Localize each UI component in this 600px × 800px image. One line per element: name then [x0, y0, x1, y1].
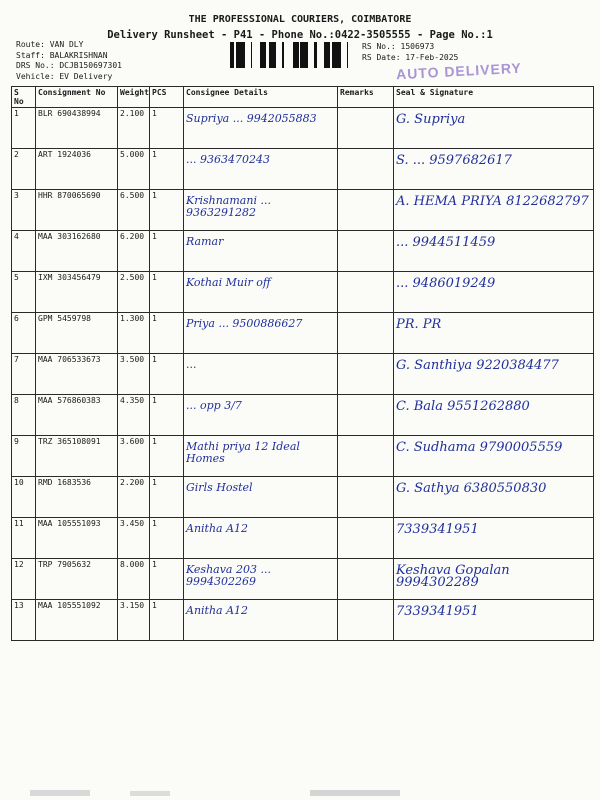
route-label: Route: VAN DLY: [16, 40, 84, 49]
table-row: [12, 354, 594, 395]
seal-signature-cell: [394, 354, 594, 395]
seal-signature: G. Sathya 6380550830: [396, 481, 547, 496]
serial-number-cell: [12, 108, 36, 149]
pieces-count-cell: [150, 518, 184, 559]
seal-signature-cell: [394, 600, 594, 641]
weight-value-cell: [118, 190, 150, 231]
pieces-count-cell: [150, 190, 184, 231]
seal-signature-cell: [394, 190, 594, 231]
pieces-count-cell: [150, 313, 184, 354]
table-row: [12, 149, 594, 190]
consignee-details: Mathi priya 12 Ideal Homes: [186, 440, 300, 465]
consignee-details: Ramar: [186, 235, 224, 248]
company-title: THE PROFESSIONAL COURIERS, COIMBATORE: [188, 14, 412, 25]
weight-value-cell: [118, 559, 150, 600]
consignment-number: MAA 706533673: [38, 355, 101, 364]
pieces-count: 1: [152, 437, 157, 446]
seal-signature-cell: [394, 272, 594, 313]
column-header: Seal & Signature: [394, 87, 594, 108]
serial-number-cell: [12, 272, 36, 313]
consignee-details-cell: [184, 108, 338, 149]
seal-signature: 7339341951: [396, 604, 479, 619]
weight-value-cell: [118, 231, 150, 272]
staff-label: Staff: BALAKRISHNAN: [16, 50, 108, 60]
weight-value: 2.200: [120, 478, 145, 487]
pieces-count: 1: [152, 478, 157, 487]
column-header: PCS: [150, 87, 184, 108]
consignment-number-cell: [36, 600, 118, 641]
weight-value: 5.000: [120, 150, 145, 159]
table-row: [12, 518, 594, 559]
consignee-details-cell: [184, 149, 338, 190]
pieces-count-cell: [150, 108, 184, 149]
consignee-details: Girls Hostel: [186, 481, 253, 494]
consignment-number-cell: [36, 395, 118, 436]
consignee-details: Krishnamani ... 9363291282: [186, 194, 271, 219]
seal-signature-cell: [394, 149, 594, 190]
consignee-details: Supriya ... 9942055883: [186, 112, 317, 125]
weight-value-cell: [118, 149, 150, 190]
pieces-count-cell: [150, 354, 184, 395]
seal-signature: ... 9944511459: [396, 235, 496, 250]
seal-signature-cell: [394, 395, 594, 436]
meta-right: [362, 42, 458, 63]
consignee-details-cell: [184, 272, 338, 313]
remarks-cell-cell: [338, 436, 394, 477]
weight-value: 8.000: [120, 560, 145, 569]
column-header: Consignment No: [36, 87, 118, 108]
remarks-cell-cell: [338, 477, 394, 518]
column-header: Weight: [118, 87, 150, 108]
remarks-cell-cell: [338, 354, 394, 395]
seal-signature: ... 9486019249: [396, 276, 496, 291]
table-row: [12, 313, 594, 354]
remarks-cell-cell: [338, 395, 394, 436]
serial-number: 3: [14, 191, 19, 200]
consignment-number: TRP 7905632: [38, 560, 91, 569]
consignment-number: MAA 303162680: [38, 232, 101, 241]
pieces-count-cell: [150, 477, 184, 518]
consignment-number: TRZ 365108091: [38, 437, 101, 446]
seal-signature: A. HEMA PRIYA 8122682797: [396, 194, 589, 209]
seal-signature-cell: [394, 477, 594, 518]
consignment-number: RMD 1683536: [38, 478, 91, 487]
table-row: [12, 190, 594, 231]
consignment-number: HHR 870065690: [38, 191, 101, 200]
pieces-count: 1: [152, 191, 157, 200]
weight-value-cell: [118, 436, 150, 477]
consignment-number-cell: [36, 190, 118, 231]
table-header-row: [12, 87, 594, 108]
pieces-count-cell: [150, 600, 184, 641]
consignment-number-cell: [36, 231, 118, 272]
consignee-details-cell: [184, 231, 338, 272]
meta-left: [16, 40, 122, 82]
consignment-number: MAA 576860383: [38, 396, 101, 405]
serial-number: 10: [14, 478, 24, 487]
weight-value-cell: [118, 518, 150, 559]
pieces-count: 1: [152, 314, 157, 323]
pieces-count-cell: [150, 272, 184, 313]
consignment-number: MAA 105551092: [38, 601, 101, 610]
weight-value-cell: [118, 395, 150, 436]
serial-number-cell: [12, 600, 36, 641]
pieces-count: 1: [152, 560, 157, 569]
serial-number: 5: [14, 273, 19, 282]
weight-value: 1.300: [120, 314, 145, 323]
weight-value-cell: [118, 272, 150, 313]
runsheet-title: Delivery Runsheet - P41 - Phone No.:0422-3505555 - Page No.:1: [107, 29, 493, 41]
seal-signature-cell: [394, 313, 594, 354]
remarks-cell-cell: [338, 600, 394, 641]
serial-number-cell: [12, 190, 36, 231]
serial-number: 8: [14, 396, 19, 405]
remarks-cell-cell: [338, 518, 394, 559]
consignment-number: GPM 5459798: [38, 314, 91, 323]
pieces-count: 1: [152, 355, 157, 364]
consignee-details: Keshava 203 ... 9994302269: [186, 563, 271, 588]
consignee-details: ...: [186, 358, 197, 371]
consignee-details: Anitha A12: [186, 522, 249, 535]
weight-value: 2.500: [120, 273, 145, 282]
serial-number: 12: [14, 560, 24, 569]
seal-signature: 7339341951: [396, 522, 479, 537]
consignment-number-cell: [36, 518, 118, 559]
runsheet-table: [11, 86, 594, 641]
weight-value-cell: [118, 313, 150, 354]
remarks-cell-cell: [338, 559, 394, 600]
pieces-count: 1: [152, 150, 157, 159]
rs-date: RS Date: 17-Feb-2025: [362, 52, 459, 62]
consignment-number-cell: [36, 272, 118, 313]
auto-delivery-stamp: AUTO DELIVERY: [395, 59, 523, 83]
seal-signature: G. Santhiya 9220384477: [396, 358, 559, 373]
weight-value: 3.150: [120, 601, 145, 610]
weight-value: 2.100: [120, 109, 145, 118]
consignee-details-cell: [184, 477, 338, 518]
remarks-cell-cell: [338, 108, 394, 149]
table-row: [12, 600, 594, 641]
weight-value-cell: [118, 600, 150, 641]
consignment-number: IXM 303456479: [38, 273, 101, 282]
consignee-details: ... opp 3/7: [186, 399, 242, 412]
table-row: [12, 272, 594, 313]
seal-signature-cell: [394, 436, 594, 477]
consignee-details-cell: [184, 559, 338, 600]
consignment-number: ART 1924036: [38, 150, 91, 159]
pieces-count: 1: [152, 396, 157, 405]
table-row: [12, 559, 594, 600]
serial-number-cell: [12, 354, 36, 395]
seal-signature: S. ... 9597682617: [396, 153, 512, 168]
weight-value-cell: [118, 477, 150, 518]
consignment-number-cell: [36, 108, 118, 149]
consignment-number-cell: [36, 559, 118, 600]
pieces-count: 1: [152, 109, 157, 118]
consignment-number: BLR 690438994: [38, 109, 101, 118]
weight-value: 4.350: [120, 396, 145, 405]
serial-number: 7: [14, 355, 19, 364]
seal-signature-cell: [394, 108, 594, 149]
column-header: Consignee Details: [184, 87, 338, 108]
serial-number: 1: [14, 109, 19, 118]
consignment-number-cell: [36, 354, 118, 395]
table-body: [12, 108, 594, 641]
serial-number-cell: [12, 559, 36, 600]
serial-number-cell: [12, 149, 36, 190]
vehicle-label: Vehicle: EV Delivery: [16, 71, 113, 81]
consignee-details-cell: [184, 313, 338, 354]
serial-number: 9: [14, 437, 19, 446]
remarks-cell-cell: [338, 190, 394, 231]
consignee-details-cell: [184, 600, 338, 641]
serial-number: 6: [14, 314, 19, 323]
weight-value: 6.500: [120, 191, 145, 200]
consignee-details: Kothai Muir off: [186, 276, 271, 289]
pieces-count-cell: [150, 395, 184, 436]
table-row: [12, 231, 594, 272]
serial-number: 11: [14, 519, 24, 528]
consignee-details: Anitha A12: [186, 604, 249, 617]
pieces-count: 1: [152, 273, 157, 282]
pieces-count: 1: [152, 519, 157, 528]
weight-value: 3.600: [120, 437, 145, 446]
consignee-details-cell: [184, 518, 338, 559]
remarks-cell-cell: [338, 313, 394, 354]
serial-number-cell: [12, 395, 36, 436]
seal-signature: C. Sudhama 9790005559: [396, 440, 563, 455]
pieces-count: 1: [152, 232, 157, 241]
barcode-image: [230, 42, 354, 68]
pieces-count: 1: [152, 601, 157, 610]
consignment-number: MAA 105551093: [38, 519, 101, 528]
consignment-number-cell: [36, 149, 118, 190]
seal-signature: PR. PR: [396, 317, 442, 332]
consignment-number-cell: [36, 477, 118, 518]
weight-value-cell: [118, 108, 150, 149]
serial-number-cell: [12, 518, 36, 559]
table-row: [12, 395, 594, 436]
weight-value: 6.200: [120, 232, 145, 241]
consignee-details: ... 9363470243: [186, 153, 270, 166]
seal-signature-cell: [394, 559, 594, 600]
pieces-count-cell: [150, 559, 184, 600]
consignment-number-cell: [36, 313, 118, 354]
serial-number-cell: [12, 313, 36, 354]
pieces-count-cell: [150, 231, 184, 272]
weight-value: 3.500: [120, 355, 145, 364]
serial-number-cell: [12, 477, 36, 518]
serial-number: 2: [14, 150, 19, 159]
consignee-details-cell: [184, 190, 338, 231]
footer-smudge: [10, 786, 590, 796]
consignee-details: Priya ... 9500886627: [186, 317, 303, 330]
table-row: [12, 108, 594, 149]
column-header: Remarks: [338, 87, 394, 108]
table-row: [12, 477, 594, 518]
consignee-details-cell: [184, 436, 338, 477]
rs-number: RS No.: 1506973: [362, 42, 435, 51]
seal-signature: Keshava Gopalan 9994302289: [396, 563, 510, 590]
consignment-number-cell: [36, 436, 118, 477]
seal-signature-cell: [394, 518, 594, 559]
serial-number: 13: [14, 601, 24, 610]
serial-number-cell: [12, 231, 36, 272]
remarks-cell-cell: [338, 149, 394, 190]
pieces-count-cell: [150, 149, 184, 190]
seal-signature-cell: [394, 231, 594, 272]
column-header: S No: [12, 87, 36, 108]
remarks-cell-cell: [338, 231, 394, 272]
consignee-details-cell: [184, 354, 338, 395]
serial-number: 4: [14, 232, 19, 241]
consignee-details-cell: [184, 395, 338, 436]
table-row: [12, 436, 594, 477]
weight-value-cell: [118, 354, 150, 395]
weight-value: 3.450: [120, 519, 145, 528]
remarks-cell-cell: [338, 272, 394, 313]
serial-number-cell: [12, 436, 36, 477]
pieces-count-cell: [150, 436, 184, 477]
seal-signature: G. Supriya: [396, 112, 466, 127]
seal-signature: C. Bala 9551262880: [396, 399, 530, 414]
drs-label: DRS No.: DCJB150697301: [16, 61, 122, 70]
